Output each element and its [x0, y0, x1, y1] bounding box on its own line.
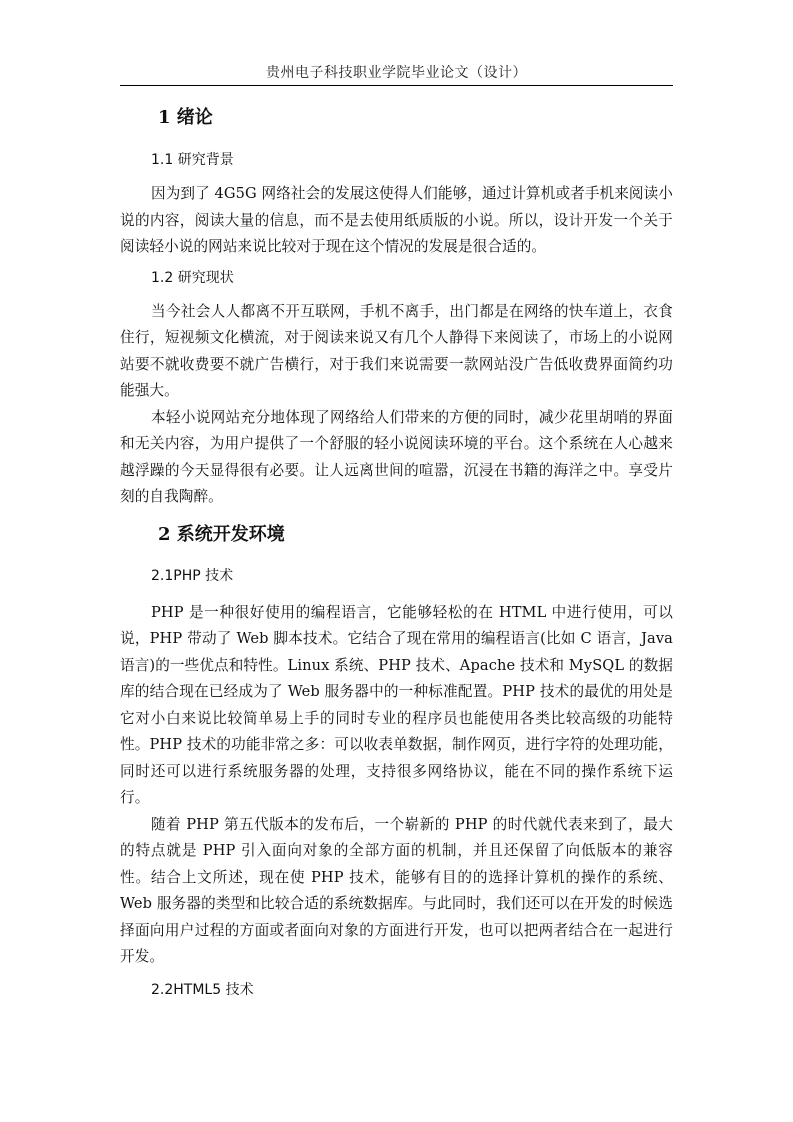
page-body [120, 100, 673, 1002]
chapter-2-heading: 2 系统开发环境 [158, 523, 285, 545]
paragraph: 随着 PHP 第五代版本的发布后，一个崭新的 PHP 的时代就代表来到了，最大的特点就是 PHP 引入面向对象的全部方面的机制，并且还保留了向低版本的兼容性。结合上文所述，现在使 PHP 技术，能够有目的的选择计算机的操作的系统、Web 服务器的类型和比较合适的系统数据库。与此同时，我们还可以在开发的时候选择面向用户过程的方面或者面向对象的方面进行开发，也可以把两者结合在一起进行开发。 [120, 815, 673, 965]
paragraph: 因为到了 4G5G 网络社会的发展这使得人们能够，通过计算机或者手机来阅读小说的内容，阅读大量的信息，而不是去使用纸质版的小说。所以，设计开发一个关于阅读轻小说的网站来说比较对于现在这个情况的发展是很合适的。 [120, 185, 673, 255]
section-1-1-heading: 1.1 研究背景 [151, 152, 234, 168]
paragraph: PHP 是一种很好使用的编程语言，它能够轻松的在 HTML 中进行使用，可以说，PHP 带动了 Web 脚本技术。它结合了现在常用的编程语言(比如 C 语言，Java 语言)的一些优点和特性。Linux 系统、PHP 技术、Apache 技术和 MySQL 的数据库的结合现在已经成为了 Web 服务器中的一种标准配置。PHP 技术的最优的用处是它对小白来说比较简单易上手的同时专业的程序员也能使用各类比较高级的功能特性。PHP 技术的功能非常之多：可以收表单数据，制作网页，进行字符的处理功能，同时还可以进行系统服务器的处理，支持很多网络协议，能在不同的操作系统下运行。 [120, 603, 673, 806]
section-2-2-heading: 2.2HTML5 技术 [151, 981, 254, 998]
paragraph: 当今社会人人都离不开互联网，手机不离手，出门都是在网络的快车道上，衣食住行，短视频文化横流，对于阅读来说又有几个人静得下来阅读了，市场上的小说网站要不就收费要不就广告横行，对于我们来说需要一款网站没广告低收费界面简约功能强大。 [120, 302, 673, 399]
running-header: 贵州电子科技职业学院毕业论文（设计） [266, 65, 527, 81]
header-rule [120, 85, 673, 86]
paragraph: 本轻小说网站充分地体现了网络给人们带来的方便的同时，减少花里胡哨的界面和无关内容，为用户提供了一个舒服的轻小说阅读环境的平台。这个系统在人心越来越浮躁的今天显得很有必要。让人远离世间的喧嚣，沉浸在书籍的海洋之中。享受片刻的自我陶醉。 [120, 408, 673, 505]
section-2-1-heading: 2.1PHP 技术 [151, 567, 234, 584]
chapter-1-heading: 1 绪论 [158, 107, 213, 128]
section-1-2-heading: 1.2 研究现状 [151, 269, 234, 286]
